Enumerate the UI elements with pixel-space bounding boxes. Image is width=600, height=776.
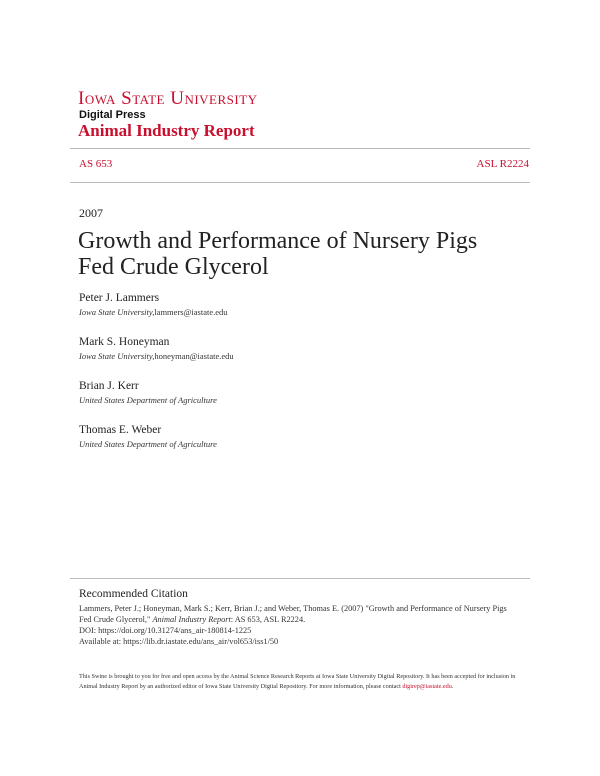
notice-end: .: [451, 682, 454, 690]
author-entry: [79, 292, 519, 317]
author-email[interactable]: lammers@iastate.edu: [154, 307, 228, 317]
author-name: Brian J. Kerr: [79, 380, 139, 392]
affiliation-text: Iowa State University: [79, 307, 153, 317]
citation-url[interactable]: Available at: https://lib.dr.iastate.edu/ans_air/vol653/iss1/50: [79, 637, 279, 646]
article-title: Growth and Performance of Nursery Pigs Fed Crude Glycerol: [78, 228, 478, 280]
author-entry: [79, 336, 519, 361]
divider-middle: [70, 182, 530, 183]
series-title[interactable]: Animal Industry Report: [78, 121, 255, 140]
author-affiliation: United States Department of Agriculture: [79, 439, 217, 449]
digital-press-label: Digital Press: [79, 109, 146, 121]
citation-text: [79, 603, 519, 647]
citation-doi[interactable]: DOI: https://doi.org/10.31274/ans_air-180814-1225: [79, 626, 252, 635]
author-affiliation: Iowa State University,lammers@iastate.edu: [79, 307, 228, 317]
publication-year: 2007: [79, 206, 103, 220]
recommended-citation-heading: Recommended Citation: [79, 588, 188, 600]
affiliation-text: Iowa State University: [79, 351, 153, 361]
citation-journal: Animal Industry Report: [152, 615, 231, 624]
author-affiliation: Iowa State University,honeyman@iastate.edu: [79, 351, 234, 361]
author-email[interactable]: honeyman@iastate.edu: [154, 351, 234, 361]
notice-text: This Swine is brought to you for free and open access by the Animal Science Research Reports at Iowa State University Digital Repository. It has been accepted for inclusion in Animal Industry Report by an authorized editor of Iowa State University Digital Repository. For more information, please contact: [79, 673, 516, 690]
divider-top: [70, 148, 530, 149]
citation-authors: Lammers, Peter J.; Honeyman, Mark S.; Kerr, Brian J.; and Weber, Thomas E. (2007) "Growth and Performance of Nursery Pigs Fed Crude Glycerol,": [79, 604, 507, 624]
author-list: [79, 292, 519, 468]
author-name: Peter J. Lammers: [79, 292, 160, 304]
contact-email-link[interactable]: digirep@iastate.edu: [402, 682, 452, 690]
author-affiliation: United States Department of Agriculture: [79, 395, 217, 405]
citation-issue: : AS 653, ASL R2224.: [230, 615, 306, 624]
repository-notice: [79, 672, 519, 691]
author-entry: [79, 424, 519, 449]
issue-number-link[interactable]: AS 653: [79, 158, 113, 170]
author-name: Thomas E. Weber: [79, 424, 162, 436]
author-name: Mark S. Honeyman: [79, 336, 170, 348]
divider-bottom: [70, 578, 530, 579]
report-number-link[interactable]: ASL R2224: [476, 158, 529, 170]
author-entry: [79, 380, 519, 405]
university-logo: Iowa State University: [78, 88, 258, 109]
